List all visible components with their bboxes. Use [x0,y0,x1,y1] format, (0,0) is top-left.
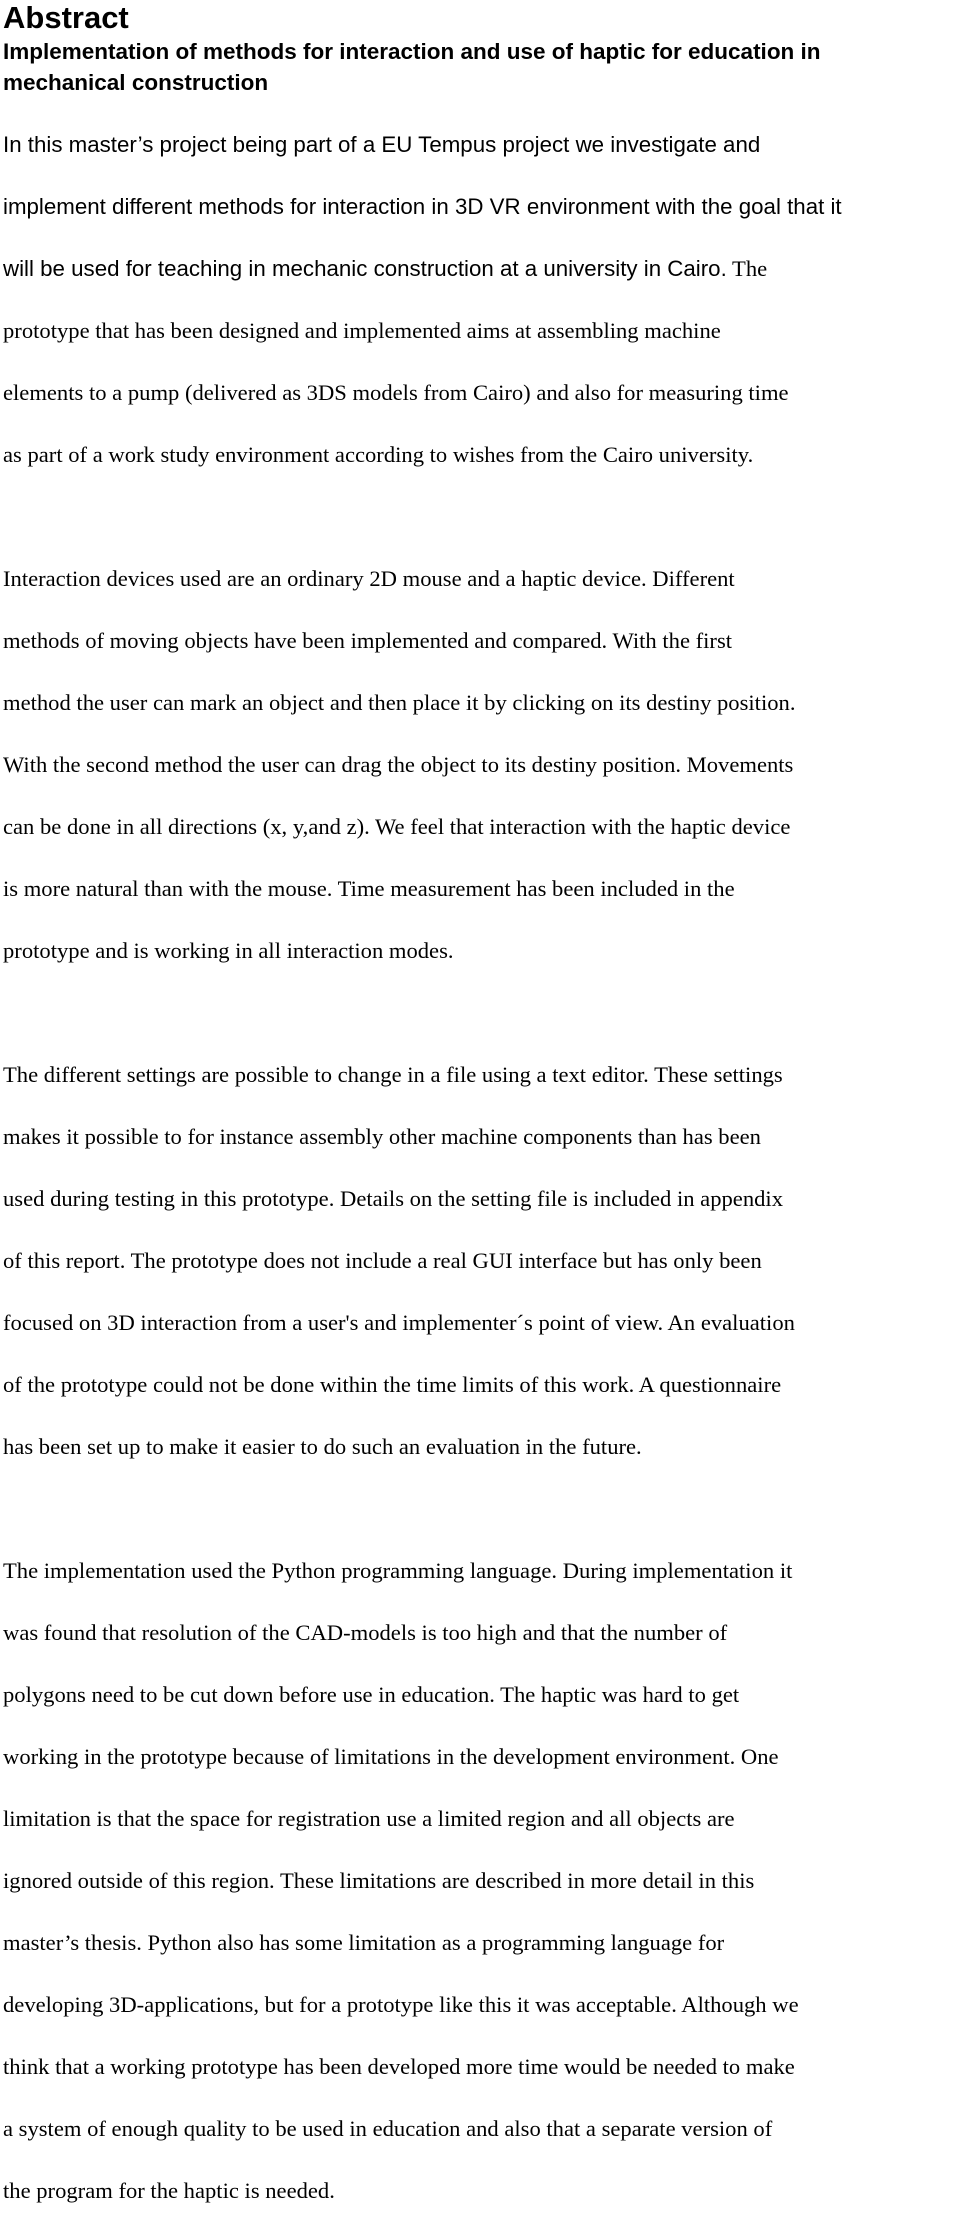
paragraph-line: elements to a pump (delivered as 3DS models from Cairo) and also for measuring time [3,380,789,405]
title-line: mechanical construction [3,70,269,95]
paragraph-line: polygons need to be cut down before use in education. The haptic was hard to get [3,1682,740,1707]
abstract-paragraph-4 [3,1524,958,2237]
paragraph-line: master’s thesis. Python also has some limitation as a programming language for [3,1930,725,1955]
lead-line: implement different methods for interaction in 3D VR environment with the goal that it [3,194,842,219]
page-heading: Abstract [3,0,129,35]
paragraph-line: was found that resolution of the CAD-models is too high and that the number of [3,1620,728,1645]
paragraph-line: prototype and is working in all interaction modes. [3,938,454,963]
paragraph-line: developing 3D-applications, but for a prototype like this it was acceptable. Although we [3,1992,799,2017]
paragraph-line: think that a working prototype has been developed more time would be needed to make [3,2054,795,2079]
paragraph-line: The implementation used the Python programming language. During implementation it [3,1558,793,1583]
document-title [3,36,958,98]
paragraph-line: ignored outside of this region. These limitations are described in more detail in this [3,1868,755,1893]
paragraph-line: has been set up to make it easier to do such an evaluation in the future. [3,1434,642,1459]
paragraph-line: working in the prototype because of limitations in the development environment. One [3,1744,779,1769]
abstract-paragraph-3 [3,1028,958,1493]
paragraph-line: a system of enough quality to be used in education and also that a separate version of [3,2116,773,2141]
paragraph-line: as part of a work study environment according to wishes from the Cairo university. [3,442,754,467]
paragraph-text: The [726,256,768,281]
abstract-paragraph-1 [3,98,958,501]
title-line: Implementation of methods for interaction and use of haptic for education in [3,39,821,64]
paragraph-line: is more natural than with the mouse. Time measurement has been included in the [3,876,735,901]
paragraph-line: Interaction devices used are an ordinary 2D mouse and a haptic device. Different [3,566,735,591]
lead-line: will be used for teaching in mechanic construction at a university in Cairo. [3,256,727,281]
lead-line: In this master’s project being part of a EU Tempus project we investigate and [3,132,761,157]
paragraph-line: limitation is that the space for registration use a limited region and all objects are [3,1806,735,1831]
paragraph-line: of this report. The prototype does not include a real GUI interface but has only been [3,1248,762,1273]
paragraph-line: makes it possible to for instance assembly other machine components than has been [3,1124,761,1149]
paragraph-line: used during testing in this prototype. Details on the setting file is included in appendix [3,1186,783,1211]
paragraph-line: focused on 3D interaction from a user's and implementer´s point of view. An evaluation [3,1310,795,1335]
paragraph-line: of the prototype could not be done within the time limits of this work. A questionnaire [3,1372,782,1397]
paragraph-line: the program for the haptic is needed. [3,2178,335,2203]
document-page [3,0,958,2237]
paragraph-line: prototype that has been designed and implemented aims at assembling machine [3,318,721,343]
paragraph-line: can be done in all directions (x, y,and z). We feel that interaction with the haptic device [3,814,791,839]
paragraph-line: With the second method the user can drag the object to its destiny position. Movements [3,752,794,777]
abstract-paragraph-2 [3,532,958,997]
paragraph-line: The different settings are possible to change in a file using a text editor. These settings [3,1062,783,1087]
paragraph-line: methods of moving objects have been implemented and compared. With the first [3,628,733,653]
mixed-line [3,253,958,284]
paragraph-line: method the user can mark an object and then place it by clicking on its destiny position. [3,690,796,715]
